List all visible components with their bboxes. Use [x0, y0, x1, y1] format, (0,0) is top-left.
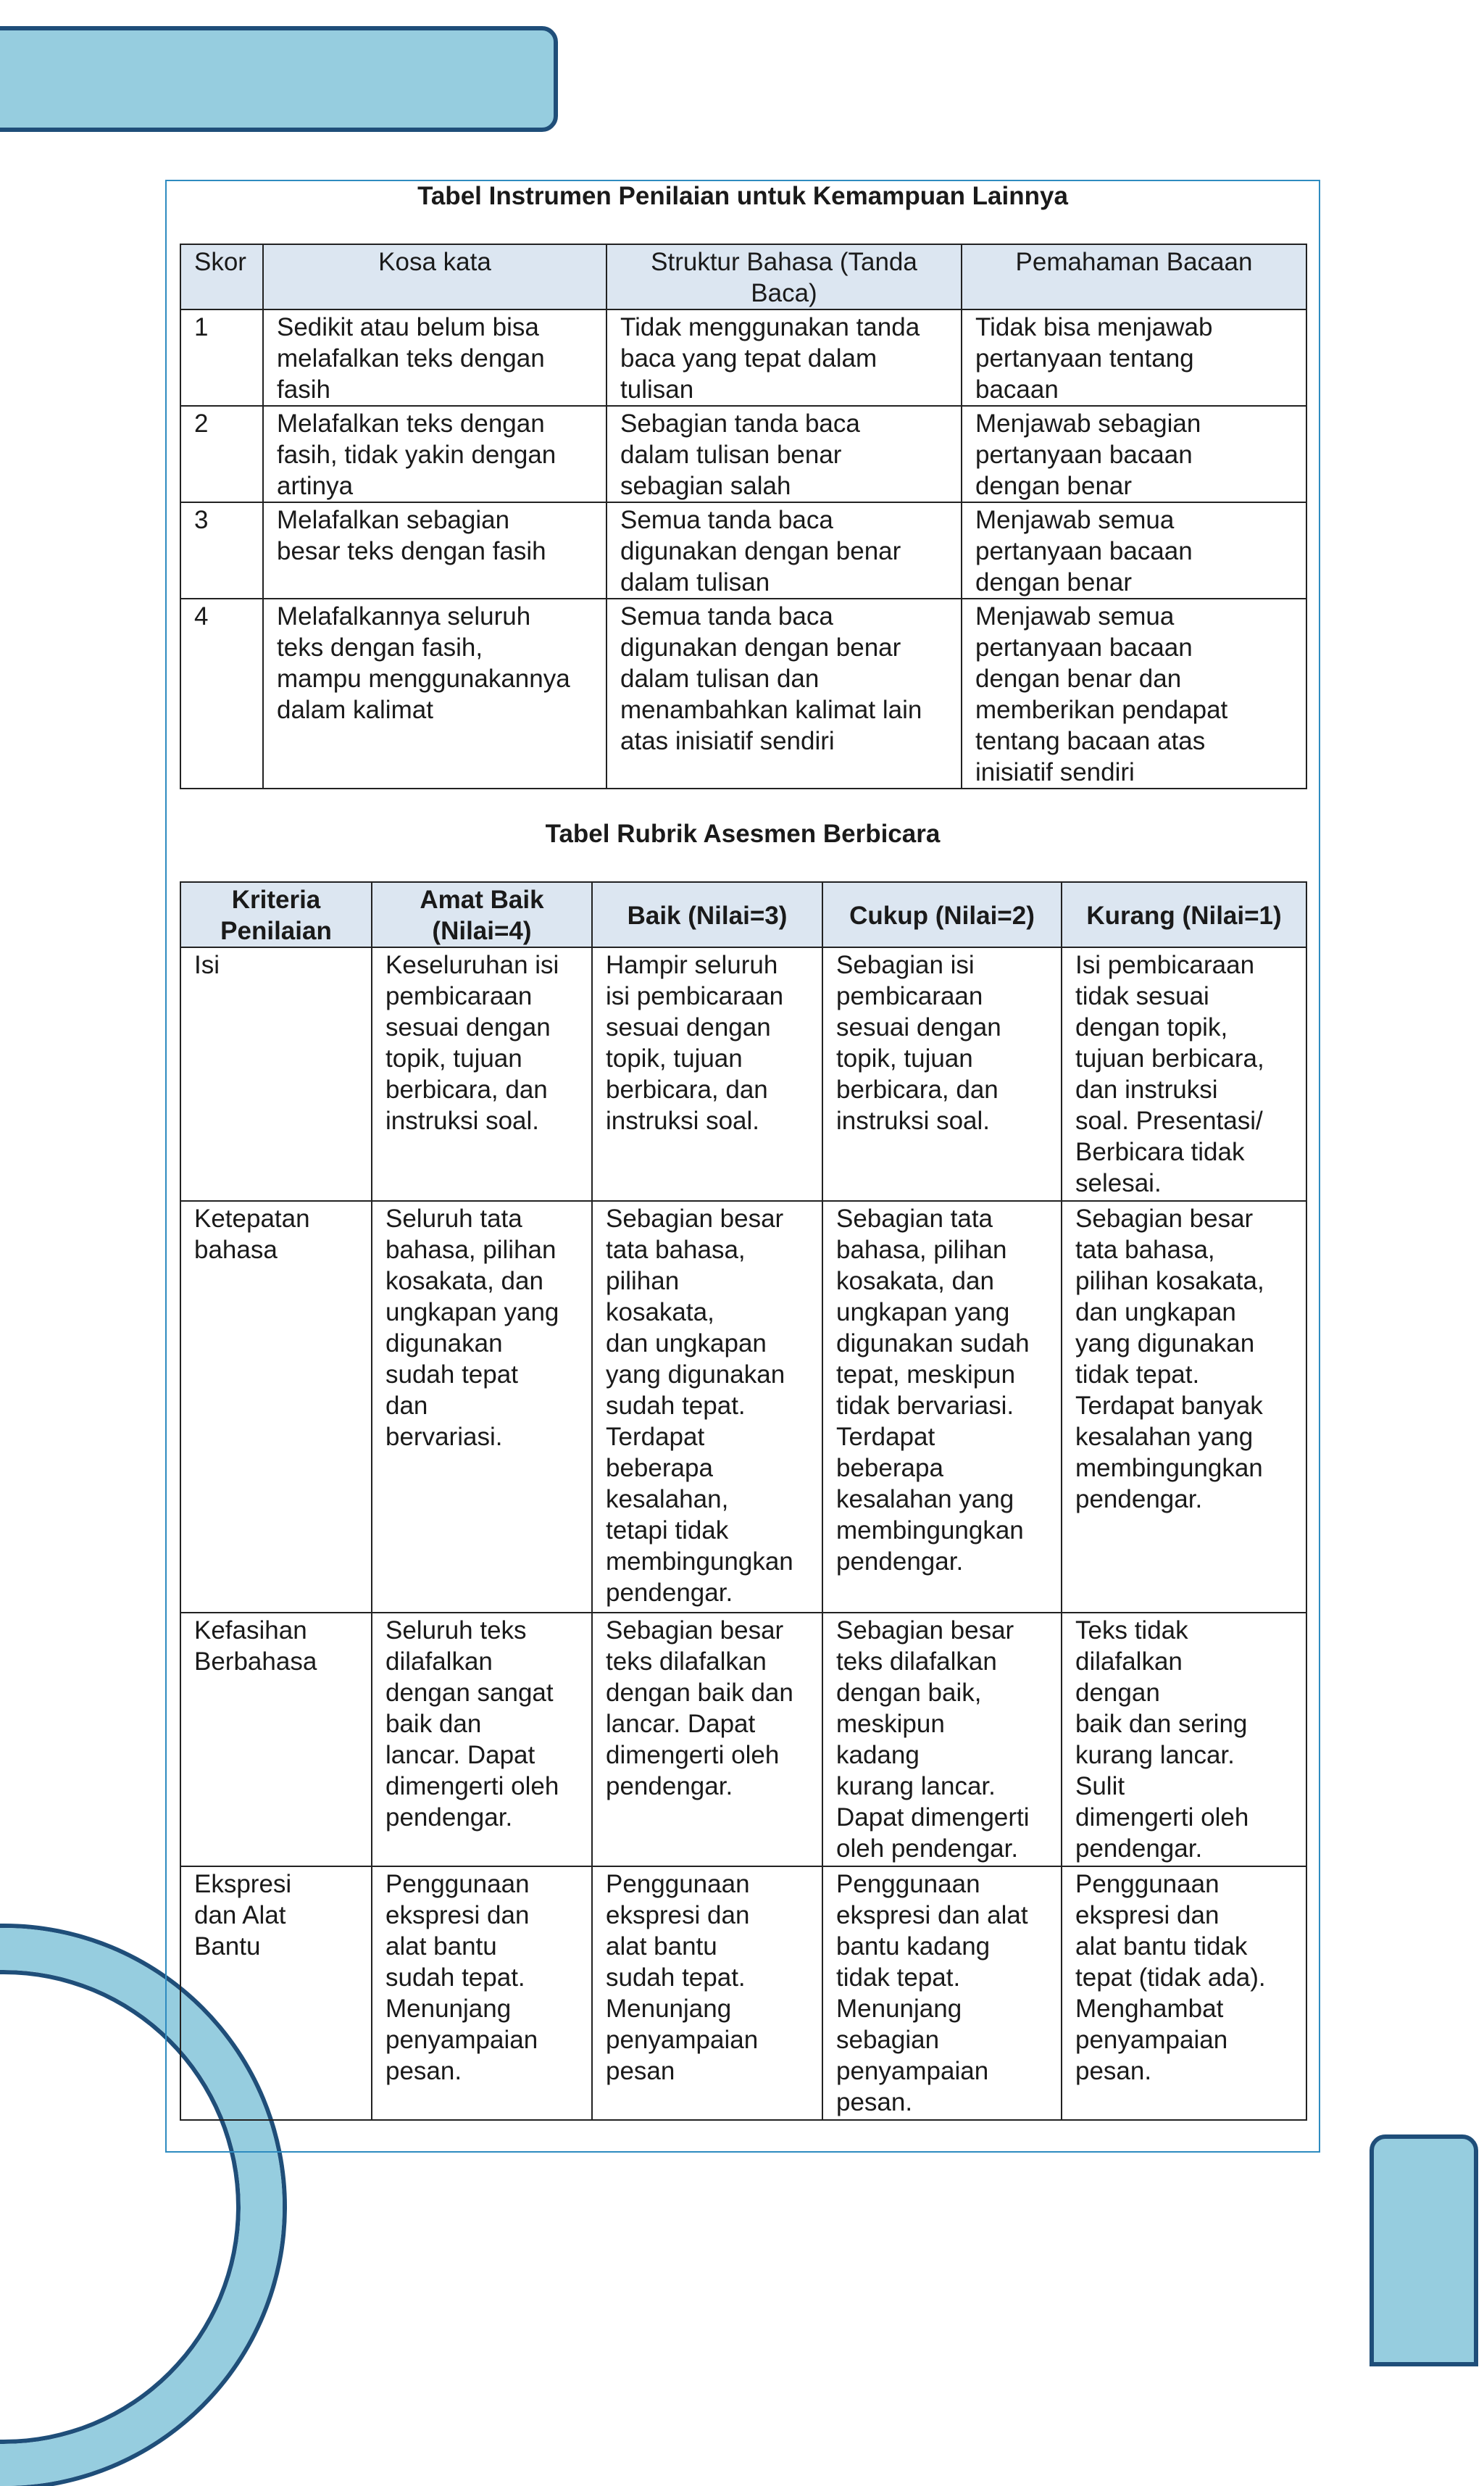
- score-cell: 4: [180, 599, 263, 789]
- table-cell: Sebagian besar teks dilafalkan dengan baik dan lancar. Dapat dimengerti oleh pendengar.: [592, 1613, 822, 1866]
- column-header-baik: Baik (Nilai=3): [592, 882, 822, 947]
- table-cell: Penggunaan ekspresi dan alat bantu kadang tidak tepat. Menunjang sebagian penyampaian pesan.: [822, 1866, 1062, 2120]
- table-cell: Penggunaan ekspresi dan alat bantu sudah tepat. Menunjang penyampaian pesan.: [372, 1866, 592, 2120]
- score-cell: 1: [180, 309, 263, 406]
- table-row: [180, 309, 1306, 406]
- table-cell: Menjawab sebagian pertanyaan bacaan dengan benar: [962, 406, 1306, 502]
- speaking-rubric-table: [180, 881, 1307, 2121]
- table-cell: Sebagian isi pembicaraan sesuai dengan topik, tujuan berbicara, dan instruksi soal.: [822, 947, 1062, 1201]
- criteria-cell: Kefasihan Berbahasa: [180, 1613, 372, 1866]
- score-cell: 3: [180, 502, 263, 599]
- assessment-instrument-table: [180, 244, 1307, 789]
- column-header-amat-baik: Amat Baik (Nilai=4): [372, 882, 592, 947]
- table-row: [180, 1866, 1306, 2120]
- decorative-footer-tab: [1370, 2134, 1478, 2366]
- criteria-cell: Ekspresi dan Alat Bantu: [180, 1866, 372, 2120]
- table-cell: Melafalkan sebagian besar teks dengan fasih: [263, 502, 606, 599]
- table-cell: Menjawab semua pertanyaan bacaan dengan benar: [962, 502, 1306, 599]
- table-cell: Melafalkannya seluruh teks dengan fasih, mampu menggunakannya dalam kalimat: [263, 599, 606, 789]
- table-cell: Melafalkan teks dengan fasih, tidak yakin dengan artinya: [263, 406, 606, 502]
- table-cell: Sebagian besar teks dilafalkan dengan baik, meskipun kadang kurang lancar. Dapat dimengerti oleh pendengar.: [822, 1613, 1062, 1866]
- table-cell: Penggunaan ekspresi dan alat bantu tidak tepat (tidak ada). Menghambat penyampaian pesan.: [1062, 1866, 1306, 2120]
- table1-title: Tabel Instrumen Penilaian untuk Kemampuan Lainnya: [417, 182, 1068, 210]
- table-row: [180, 1613, 1306, 1866]
- table-row: [180, 406, 1306, 502]
- column-header-kurang: Kurang (Nilai=1): [1062, 882, 1306, 947]
- table-row: [180, 947, 1306, 1201]
- criteria-cell: Isi: [180, 947, 372, 1201]
- table-cell: Seluruh tata bahasa, pilihan kosakata, dan ungkapan yang digunakan sudah tepat dan bervariasi.: [372, 1201, 592, 1613]
- table-row: [180, 599, 1306, 789]
- table-cell: Tidak menggunakan tanda baca yang tepat dalam tulisan: [606, 309, 962, 406]
- table-cell: Sebagian besar tata bahasa, pilihan kosakata, dan ungkapan yang digunakan sudah tepat. Terdapat beberapa kesalahan, tetapi tidak membingungkan pendengar.: [592, 1201, 822, 1613]
- table-cell: Seluruh teks dilafalkan dengan sangat baik dan lancar. Dapat dimengerti oleh pendengar.: [372, 1613, 592, 1866]
- table-cell: Teks tidak dilafalkan dengan baik dan sering kurang lancar. Sulit dimengerti oleh pendengar.: [1062, 1613, 1306, 1866]
- table-cell: Isi pembicaraan tidak sesuai dengan topik, tujuan berbicara, dan instruksi soal. Presentasi/ Berbicara tidak selesai.: [1062, 947, 1306, 1201]
- criteria-cell: Ketepatan bahasa: [180, 1201, 372, 1613]
- score-cell: 2: [180, 406, 263, 502]
- column-header-struktur-bahasa: Struktur Bahasa (Tanda Baca): [606, 244, 962, 309]
- table-row: [180, 502, 1306, 599]
- decorative-header-tab: [0, 26, 558, 132]
- table-cell: Semua tanda baca digunakan dengan benar dalam tulisan dan menambahkan kalimat lain atas inisiatif sendiri: [606, 599, 962, 789]
- column-header-cukup: Cukup (Nilai=2): [822, 882, 1062, 947]
- table2-title: Tabel Rubrik Asesmen Berbicara: [545, 820, 941, 848]
- column-header-kriteria: Kriteria Penilaian: [180, 882, 372, 947]
- table-cell: Sebagian besar tata bahasa, pilihan kosakata, dan ungkapan yang digunakan tidak tepat. Terdapat banyak kesalahan yang membingungkan pendengar.: [1062, 1201, 1306, 1613]
- table-cell: Tidak bisa menjawab pertanyaan tentang bacaan: [962, 309, 1306, 406]
- table-cell: Hampir seluruh isi pembicaraan sesuai dengan topik, tujuan berbicara, dan instruksi soal.: [592, 947, 822, 1201]
- column-header-skor: Skor: [180, 244, 263, 309]
- column-header-kosa-kata: Kosa kata: [263, 244, 606, 309]
- column-header-pemahaman-bacaan: Pemahaman Bacaan: [962, 244, 1306, 309]
- table-cell: Penggunaan ekspresi dan alat bantu sudah tepat. Menunjang penyampaian pesan: [592, 1866, 822, 2120]
- table-cell: Menjawab semua pertanyaan bacaan dengan benar dan memberikan pendapat tentang bacaan atas inisiatif sendiri: [962, 599, 1306, 789]
- table-cell: Keseluruhan isi pembicaraan sesuai dengan topik, tujuan berbicara, dan instruksi soal.: [372, 947, 592, 1201]
- table-cell: Sebagian tanda baca dalam tulisan benar sebagian salah: [606, 406, 962, 502]
- table-cell: Sedikit atau belum bisa melafalkan teks dengan fasih: [263, 309, 606, 406]
- table-cell: Sebagian tata bahasa, pilihan kosakata, dan ungkapan yang digunakan sudah tepat, meskipun tidak bervariasi. Terdapat beberapa kesalahan yang membingungkan pendengar.: [822, 1201, 1062, 1613]
- table-row: [180, 1201, 1306, 1613]
- table-cell: Semua tanda baca digunakan dengan benar dalam tulisan: [606, 502, 962, 599]
